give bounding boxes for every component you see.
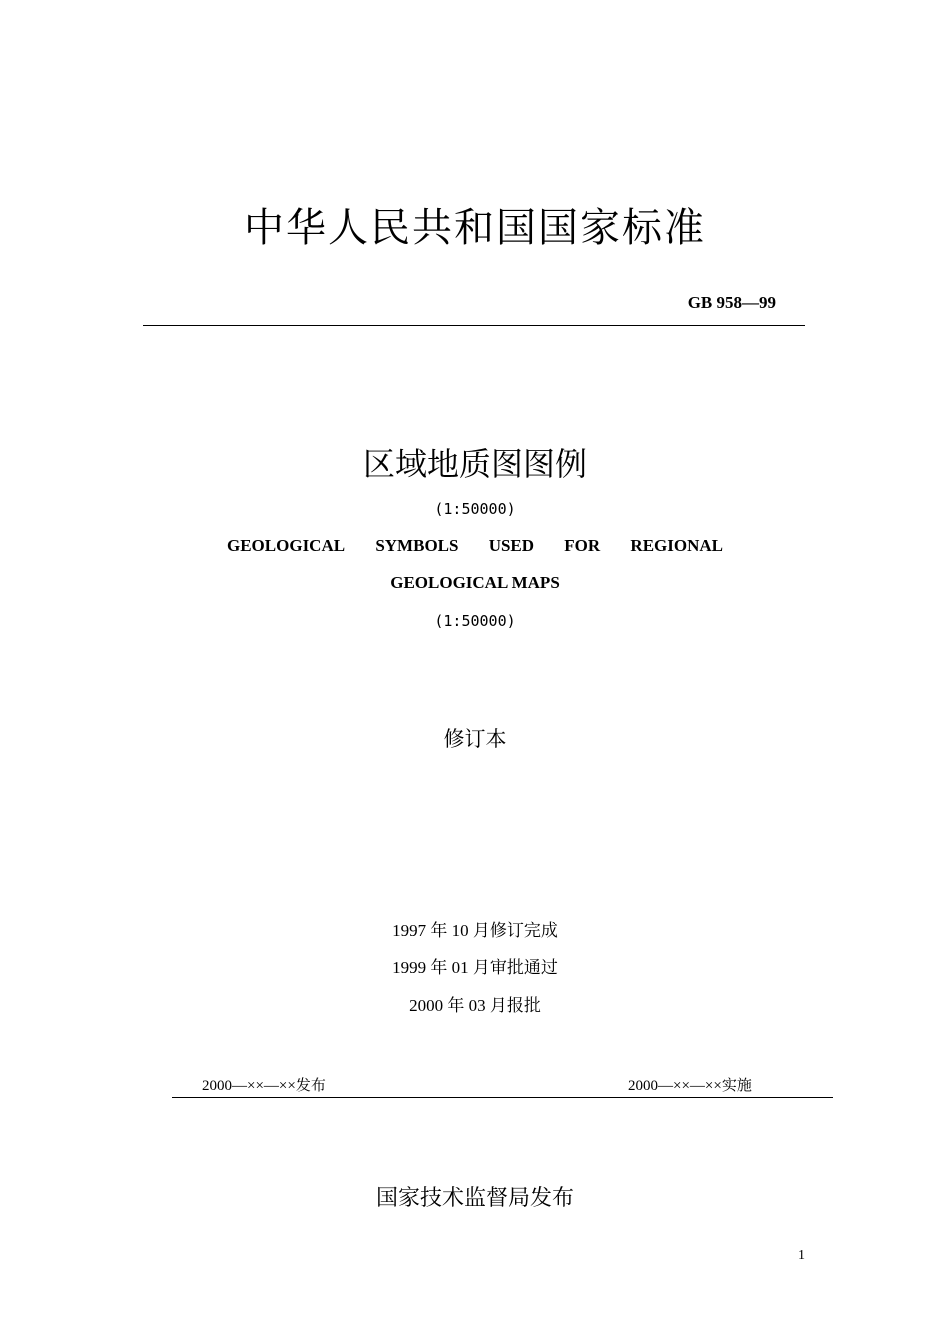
english-title-word: SYMBOLS — [375, 536, 459, 555]
english-title-line-2: GEOLOGICAL MAPS — [390, 573, 560, 592]
english-title-word: USED — [488, 536, 535, 555]
revision-label: 修订本 — [443, 727, 507, 751]
national-standard-title: 中华人民共和国国家标准 — [244, 205, 706, 251]
english-title-word: FOR — [564, 536, 601, 555]
milestone-revision-completed: 1997 年 10 月修订完成 — [392, 921, 558, 940]
standard-code: GB 958—99 — [687, 293, 776, 312]
english-title-word: GEOLOGICAL — [227, 536, 346, 555]
chinese-document-title: 区域地质图图例 — [362, 445, 587, 483]
page-number: 1 — [798, 1248, 805, 1263]
english-title-word: REGIONAL — [630, 536, 723, 555]
top-divider — [143, 325, 805, 326]
milestone-submitted: 2000 年 03 月报批 — [409, 996, 541, 1015]
milestone-approved: 1999 年 01 月审批通过 — [392, 958, 558, 977]
effective-date: 2000—××—××实施 — [628, 1078, 752, 1094]
bottom-divider — [172, 1097, 833, 1098]
english-title-line-1 — [227, 535, 723, 557]
scale-label-english: (1:50000) — [434, 612, 516, 630]
publisher: 国家技术监督局发布 — [375, 1186, 574, 1211]
release-date: 2000—××—××发布 — [202, 1078, 326, 1094]
scale-label-chinese: (1:50000) — [434, 500, 516, 518]
